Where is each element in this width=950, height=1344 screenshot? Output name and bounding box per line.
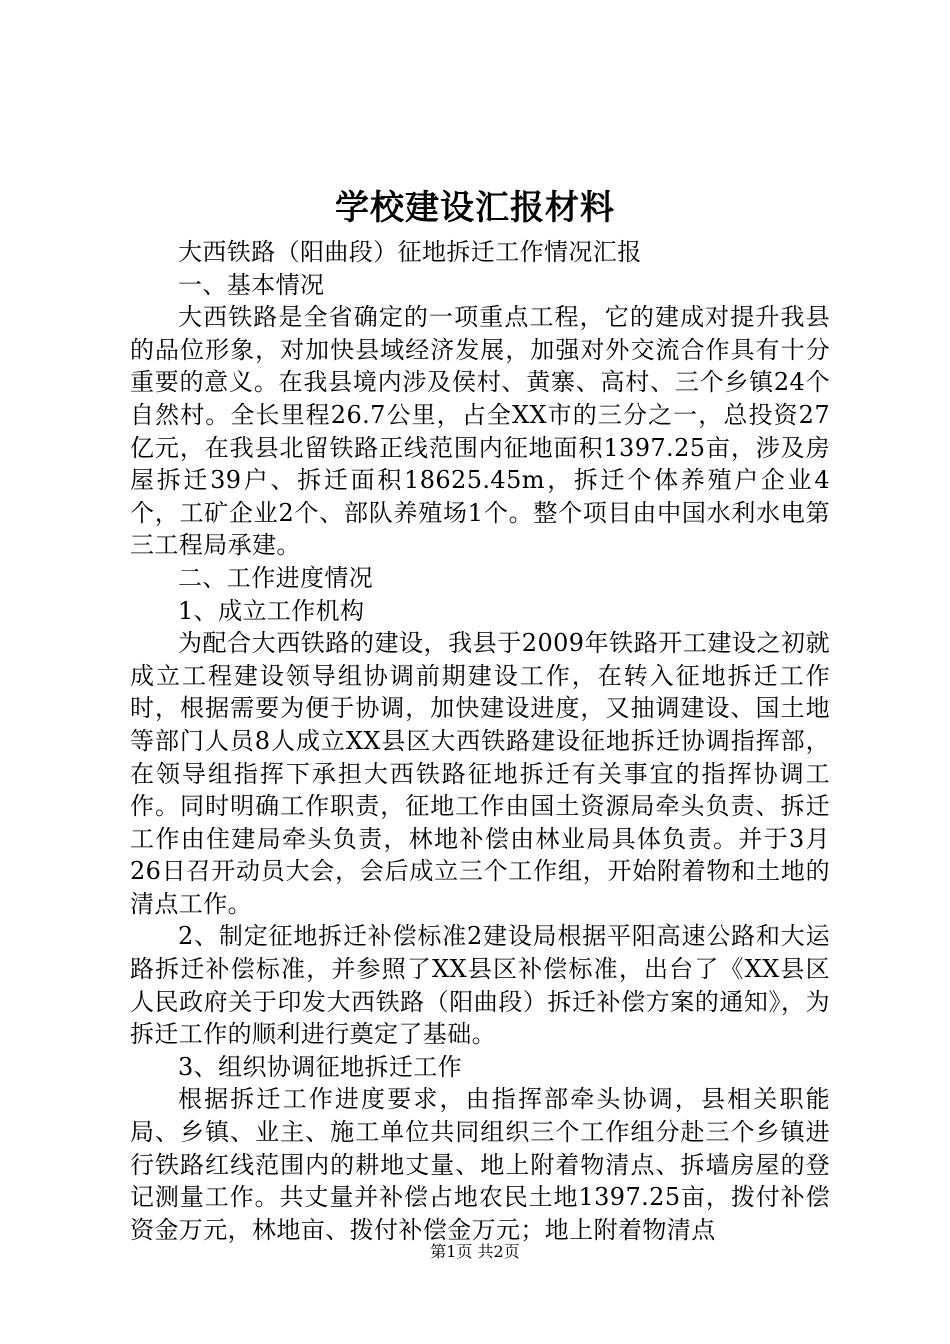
subsection-heading: 1、成立工作机构 — [178, 596, 365, 625]
section-heading: 二、工作进度情况 — [178, 563, 374, 592]
subsection-heading: 3、组织协调征地拆迁工作 — [178, 1052, 463, 1081]
page-footer: 第1页 共2页 — [430, 1242, 520, 1261]
paragraph: 根据拆迁工作进度要求，由指挥部牵头协调，县相关职能局、乡镇、业主、施工单位共同组织三个工作组分赴三个乡镇进行铁路红线范围内的耕地丈量、地上附着物清点、拆墙房屋的登记测量工作。共丈量并补偿占地农民土地1397.25亩，拨付补偿资金万元，林地亩、拨付补偿金万元；地上附着物清点 — [130, 1085, 830, 1244]
document-subtitle: 大西铁路（阳曲段）征地拆迁工作情况汇报 — [178, 238, 642, 266]
paragraph: 为配合大西铁路的建设，我县于2009年铁路开工建设之初就成立工程建设领导组协调前期建设工作，在转入征地拆迁工作时，根据需要为便于协调，加快建设进度，又抽调建设、国土地等部门人员8人成立XX县区大西铁路建设征地拆迁协调指挥部，在领导组指挥下承担大西铁路征地拆迁有关事宜的指挥协调工作。同时明确工作职责，征地工作由国土资源局牵头负责、拆迁工作由住建局牵头负责，林地补偿由林业局具体负责。并于3月26日召开动员大会，会后成立三个工作组，开始附着物和土地的清点工作。 — [130, 629, 830, 918]
page-title: 学校建设汇报材料 — [335, 188, 615, 228]
document-body — [130, 236, 830, 1246]
paragraph: 2、制定征地拆迁补偿标准2建设局根据平阳高速公路和大运路拆迁补偿标准，并参照了XX县区补偿标准，出台了《XX县区人民政府关于印发大西铁路（阳曲段）拆迁补偿方案的通知》，为拆迁工作的顺利进行奠定了基础。 — [130, 922, 830, 1049]
section-heading: 一、基本情况 — [178, 270, 325, 299]
paragraph: 大西铁路是全省确定的一项重点工程，它的建成对提升我县的品位形象，对加快县域经济发展，加强对外交流合作具有十分重要的意义。在我县境内涉及侯村、黄寨、高村、三个乡镇24个自然村。全长里程26.7公里，占全XX市的三分之一，总投资27亿元，在我县北留铁路正线范围内征地面积1397.25亩，涉及房屋拆迁39户、拆迁面积18625.45m，拆迁个体养殖户企业4个，工矿企业2个、部队养殖场1个。整个项目由中国水利水电第三工程局承建。 — [130, 303, 830, 560]
